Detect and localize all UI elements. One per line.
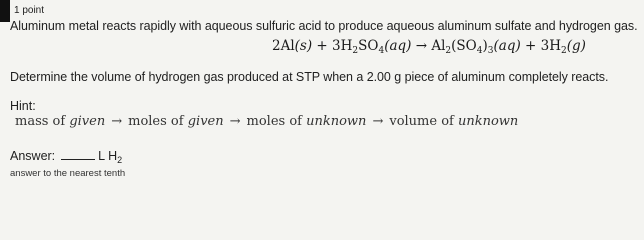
- right-arrow-icon: →: [111, 114, 123, 129]
- equation-subscript: 3: [487, 46, 494, 56]
- hint-step-italic: unknown: [306, 114, 367, 129]
- equation-state: (s): [294, 38, 313, 54]
- equation-term: 3H: [540, 38, 562, 54]
- hint-step-text: moles of: [128, 114, 188, 129]
- answer-unit: [98, 149, 122, 163]
- equation-state: (aq): [384, 38, 412, 54]
- equation-term: 3H: [332, 38, 353, 54]
- equation-arrow: →: [411, 38, 432, 54]
- equation-term: Al: [431, 38, 446, 54]
- hint-step-text: mass of: [15, 114, 70, 129]
- right-arrow-icon: →: [372, 114, 384, 129]
- hint-label: Hint:: [10, 99, 36, 113]
- equation-operator: +: [312, 38, 333, 54]
- points-label: 1 point: [14, 5, 45, 16]
- hint-step-italic: given: [69, 114, 106, 129]
- equation-state: (g): [566, 38, 586, 54]
- equation-term: (SO: [451, 38, 477, 54]
- equation-operator: +: [520, 38, 541, 54]
- hint-formula: [15, 114, 518, 129]
- equation-subscript: 4: [378, 46, 385, 56]
- right-arrow-icon: →: [229, 114, 241, 129]
- equation-subscript: 2: [352, 46, 359, 56]
- chemical-equation: [272, 38, 586, 54]
- equation-term: 2Al: [272, 38, 295, 54]
- answer-row: [10, 148, 122, 163]
- answer-instruction: answer to the nearest tenth: [10, 168, 126, 179]
- task-text: Determine the volume of hydrogen gas produced at STP when a 2.00 g piece of aluminum completely reacts.: [10, 70, 609, 84]
- hint-step-italic: given: [187, 114, 224, 129]
- hint-step-text: volume of: [389, 114, 458, 129]
- question-prompt: Aluminum metal reacts rapidly with aqueous sulfuric acid to produce aqueous aluminum sulfate and hydrogen gas.: [10, 19, 638, 33]
- answer-input[interactable]: [61, 148, 95, 160]
- hint-step-text: moles of: [246, 114, 307, 129]
- answer-unit-text: L H: [98, 149, 118, 163]
- equation-term: ): [482, 38, 488, 54]
- equation-term: SO: [358, 38, 379, 54]
- answer-label: Answer:: [10, 149, 56, 163]
- equation-subscript: 2: [445, 46, 452, 56]
- equation-state: (aq): [493, 38, 521, 54]
- answer-unit-subscript: 2: [117, 155, 123, 165]
- equation-subscript: 2: [561, 46, 567, 56]
- hint-step-italic: unknown: [457, 114, 519, 129]
- question-marker: [0, 0, 10, 22]
- equation-subscript: 4: [476, 46, 483, 56]
